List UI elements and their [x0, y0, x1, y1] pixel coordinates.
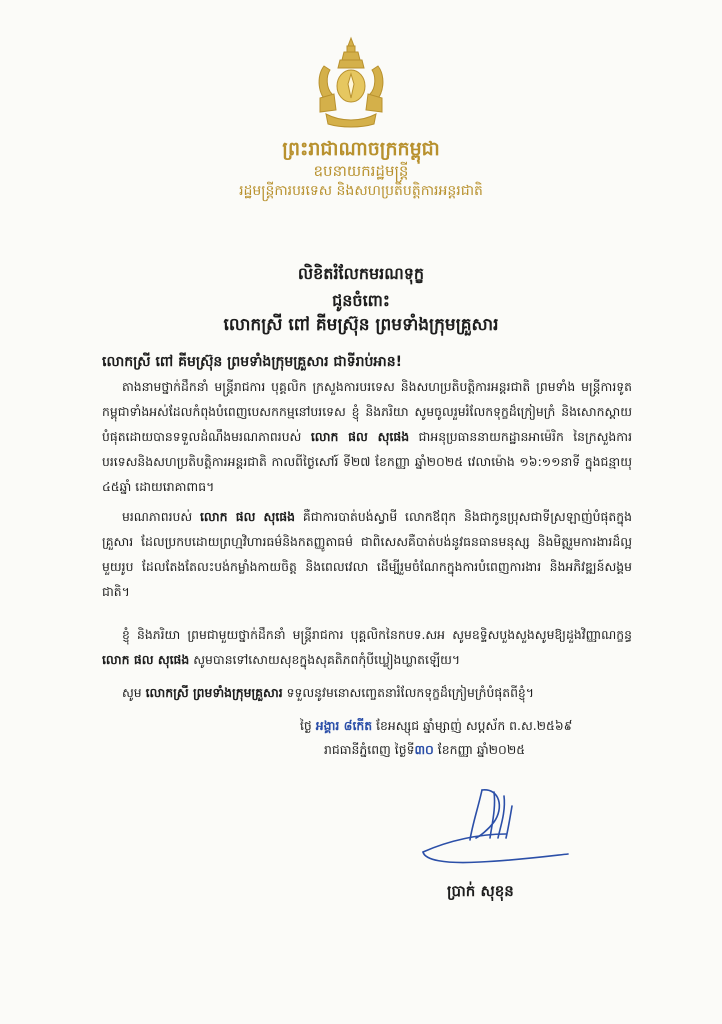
royal-coat-of-arms-logo [306, 36, 396, 128]
date-text: រាជធានីភ្នំពេញ ថ្ងៃទី [324, 742, 415, 757]
recipient-name: លោកស្រី ព្រមទាំងក្រុមគ្រួសារ [145, 685, 283, 700]
handwritten-day-number: ៣០ [414, 742, 434, 757]
salutation: លោកស្រី ពៅ គីមស្រ៊ុន ព្រមទាំងក្រុមគ្រួសារ ជាទីរាប់អាន! [102, 354, 403, 370]
paragraph-text: ទទួលនូវមនោសញ្ចេតនារំលែកទុក្ខដ៏ក្រៀមក្រំបំផុតពីខ្ញុំ។ [286, 685, 534, 700]
paragraph-text: ខ្ញុំ និងភរិយា ព្រមជាមួយថ្នាក់ដឹកនាំ មន្ត្រីរាជការ បុគ្គលិកនៃកបទ.សអ សូមឧទ្ទិសបួងសួងសូមឱ្យដួងវិញ្ញាណក្ខន្ធ [122, 627, 632, 642]
paragraph-text: គឺជាការបាត់បង់ស្វាមី លោកឪពុក និងជាកូនប្រុសជាទីស្រឡាញ់បំផុតក្នុងគ្រួសារ ដែលប្រកបដោយព្រហ្មវិហារធម៌និងកតញ្ញូតាធម៌ ជាពិសេសគឺបាត់បង់នូវធនធានមនុស្ស និងមិត្តរួមការងារដ៏ល្អមួយរូប ដែលតែងតែលះបង់កម្លាំងកាយចិត្ត និងពេលវេលា ដើម្បីរួមចំណែកក្នុងការបំពេញការងារ និងអភិវឌ្ឍន៍សង្គមជាតិ។ [102, 509, 632, 599]
deputy-pm-header: ឧបនាយករដ្ឋមន្ត្រី [313, 162, 409, 180]
lunar-date [300, 718, 572, 737]
paragraph-1 [102, 374, 632, 499]
deceased-name: លោក ផល សុផេង [200, 509, 296, 524]
paragraph-text: ជាអនុប្រធាននាយកដ្ឋានអាម៉េរិក នៃក្រសួងការបរទេសនិងសហប្រតិបត្តិការអន្តរជាតិ កាលពីថ្ងៃសៅរ៍ ទី២៧ ខែកញ្ញា ឆ្នាំ២០២៥ វេលាម៉ោង ១៦:១១នាទី ក្នុងជន្មាយុ ៤៥ឆ្នាំ ដោយរោគាពាធ។ [102, 429, 632, 494]
paragraph-text: សូម [122, 685, 142, 700]
date-text: ខែអស្សុជ ឆ្នាំម្សាញ់ សប្តស័ក ព.ស.២៥៦៩ [376, 718, 573, 733]
kingdom-header: ព្រះរាជាណាចក្រកម្ពុជា [282, 138, 440, 160]
deceased-name: លោក ផល សុផេង [310, 429, 410, 444]
paragraph-4 [122, 680, 632, 705]
paragraph-2 [102, 504, 632, 604]
date-text: ថ្ងៃ [300, 718, 312, 733]
paragraph-text: តាងនាមថ្នាក់ដឹកនាំ មន្ត្រីរាជការ បុគ្គលិក ក្រសួងការបរទេស និងសហប្រតិបត្តិការអន្តរជាតិ ព្រមទាំង មន្ត្រីការទូតកម្ពុជាទាំងអស់ដែលកំពុងបំពេញបេសកកម្មនៅបរទេស ខ្ញុំ និងភរិយា សូមចូលរួមរំលែកទុក្ខដ៏ក្រៀមក្រំ និងសោកស្ដាយបំផុតដោយបានទទួលដំណឹងមរណភាពរបស់ [102, 379, 632, 444]
handwritten-day: អង្គារ ៨កើត [315, 718, 373, 733]
paragraph-3 [102, 622, 632, 672]
solar-date [324, 742, 525, 761]
handwritten-signature [420, 778, 570, 868]
letter-addressed-to: ជូនចំពោះ [332, 291, 390, 310]
paragraph-text: សូមបានទៅសោយសុខក្នុងសុគតិភពកុំបីឃ្លៀងឃ្លាតឡើយ។ [193, 652, 461, 667]
letter-recipient: លោកស្រី ពៅ គីមស្រ៊ុន ព្រមទាំងក្រុមគ្រួសារ [223, 315, 499, 335]
date-text: ខែកញ្ញា ឆ្នាំ២០២៥ [437, 742, 525, 757]
letter-title: លិខិតរំលែកមរណទុក្ខ [297, 264, 425, 283]
signer-name: ប្រាក់ សុខុន [447, 882, 514, 900]
paragraph-text: មរណភាពរបស់ [122, 509, 193, 524]
deceased-name: លោក ផល សុផេង [102, 652, 190, 667]
minister-header: រដ្ឋមន្ត្រីការបរទេស និងសហប្រតិបត្តិការអន្តរជាតិ [239, 183, 483, 199]
